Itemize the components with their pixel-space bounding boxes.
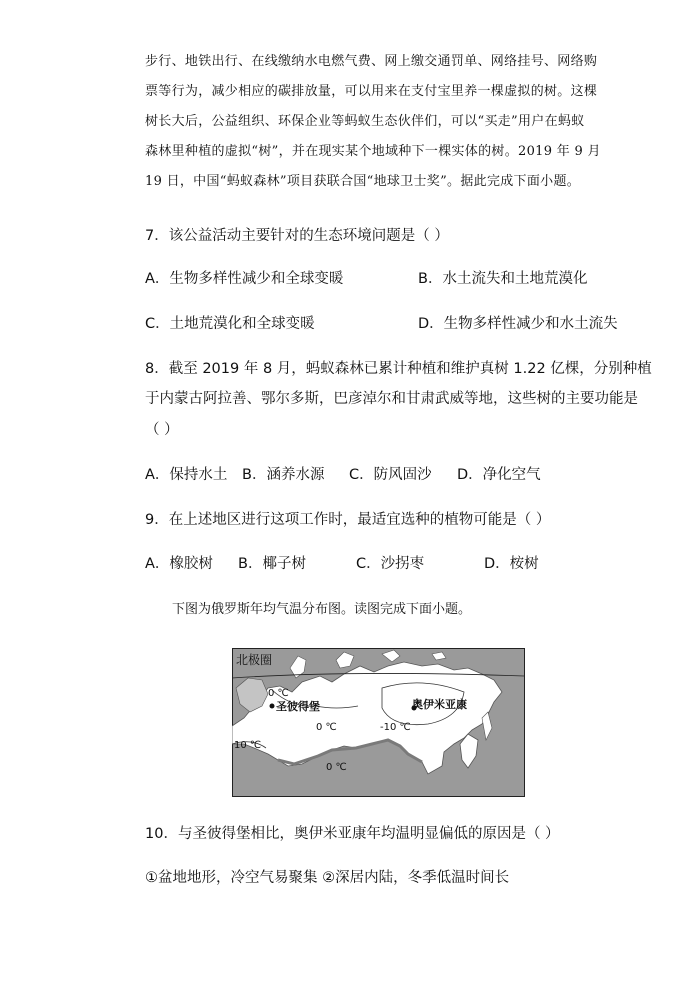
- q8-option-b: B．涵养水源: [242, 467, 325, 483]
- isotherm-label: -10 ℃: [380, 722, 411, 733]
- question-8-stem-line2: 于内蒙古阿拉善、鄂尔多斯，巴彦淖尔和甘肃武威等地，这些树的主要功能是: [145, 391, 638, 407]
- st-petersburg-label: 圣彼得堡: [276, 700, 320, 713]
- isotherm-label: 0 ℃: [316, 722, 337, 733]
- isotherm-label: 0 ℃: [268, 688, 289, 699]
- russia-temperature-map: [232, 648, 525, 797]
- q8-option-d: D．净化空气: [457, 467, 541, 483]
- oymyakon-label: 奥伊米亚康: [412, 698, 467, 711]
- question-9-stem: 9．在上述地区进行这项工作时，最适宜选种的植物可能是（ ）: [145, 512, 551, 528]
- question-10-stem: 10．与圣彼得堡相比，奥伊米亚康年均温明显偏低的原因是（ ）: [145, 826, 560, 842]
- question-8-stem-line3: （ ）: [145, 422, 179, 438]
- intro-line: 树长大后，公益组织、环保企业等蚂蚁生态伙伴们，可以“买走”用户在蚂蚁: [145, 114, 585, 129]
- q8-option-a: A．保持水土: [145, 467, 228, 483]
- intro-line: 票等行为，减少相应的碳排放量，可以用来在支付宝里养一棵虚拟的树。这棵: [145, 84, 598, 99]
- q9-option-d: D．桉树: [484, 556, 539, 572]
- st-petersburg-dot: [270, 704, 275, 709]
- q7-option-c: C．土地荒漠化和全球变暖: [145, 316, 315, 332]
- passage-intro: [145, 47, 615, 197]
- q9-option-b: B．椰子树: [238, 556, 306, 572]
- q7-option-a: A．生物多样性减少和全球变暖: [145, 271, 344, 287]
- isotherm-label: 10 ℃: [234, 740, 262, 751]
- q9-option-a: A．橡胶树: [145, 556, 213, 572]
- q9-option-c: C．沙拐枣: [356, 556, 425, 572]
- question-8-stem-line1: 8．截至 2019 年 8 月，蚂蚁森林已累计种植和维护真树 1.22 亿棵，分别种植: [145, 361, 652, 377]
- q7-option-b: B．水土流失和土地荒漠化: [418, 271, 588, 287]
- q8-option-c: C．防风固沙: [349, 467, 432, 483]
- isotherm-label: 0 ℃: [326, 762, 347, 773]
- intro-line: 19 日，中国“蚂蚁森林”项目获联合国“地球卫士奖”。据此完成下面小题。: [145, 174, 581, 189]
- q10-options-line: ①盆地地形，冷空气易聚集 ②深居内陆，冬季低温时间长: [145, 870, 510, 886]
- intro-line: 步行、地铁出行、在线缴纳水电燃气费、网上缴交通罚单、网络挂号、网络购: [145, 54, 598, 69]
- arctic-circle-label: 北极圈: [236, 653, 273, 667]
- q7-option-d: D．生物多样性减少和水土流失: [418, 316, 618, 332]
- intro-line: 森林里种植的虚拟“树”，并在现实某个地域种下一棵实体的树。2019 年 9 月: [145, 144, 601, 159]
- question-7-stem: 7．该公益活动主要针对的生态环境问题是（ ）: [145, 228, 449, 244]
- map-instruction: 下图为俄罗斯年均气温分布图。读图完成下面小题。: [172, 602, 472, 617]
